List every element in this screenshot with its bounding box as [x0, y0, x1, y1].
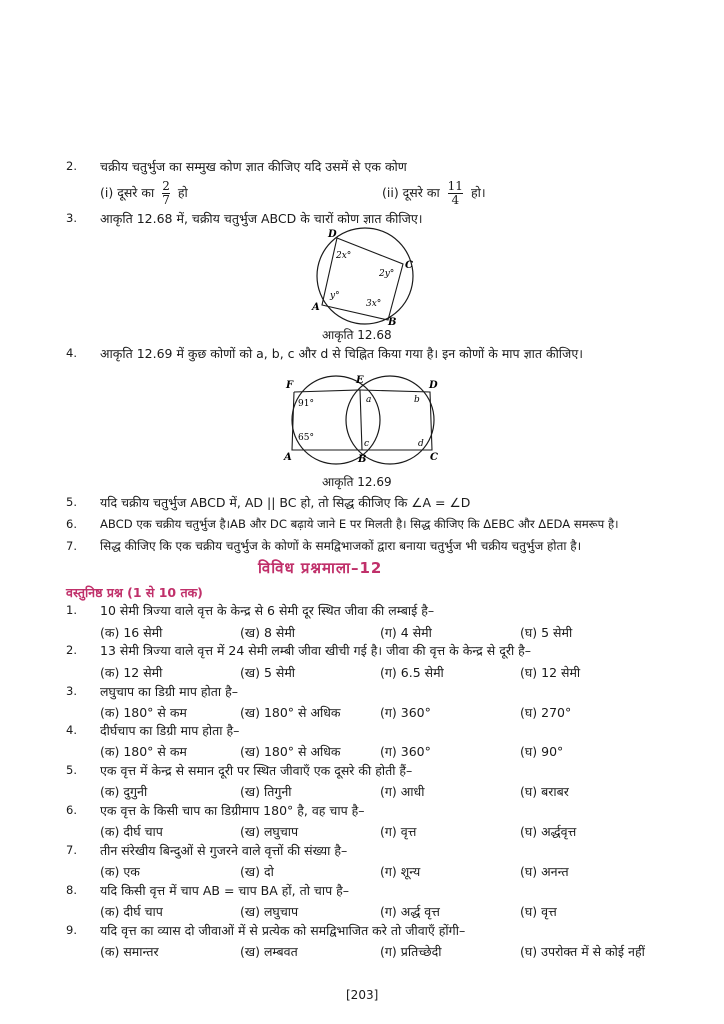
- circle: [317, 228, 413, 324]
- option-ga: (ग) 360°: [380, 705, 431, 720]
- option-ga: (ग) 360°: [380, 744, 431, 759]
- fraction: [448, 180, 463, 207]
- question-number: 2.: [66, 159, 77, 173]
- question-text: आकृति 12.69 में कुछ कोणों को a, b, c और d से चिह्नित किया गया है। इन कोणों के माप ज्ञात कीजिए।: [100, 346, 583, 361]
- option-ka: (क) दुगुनी: [100, 784, 148, 799]
- option-ga: (ग) आधी: [380, 784, 425, 799]
- figure-caption-12-69: आकृति 12.69: [322, 475, 392, 489]
- option-kha: (ख) लघुचाप: [240, 824, 299, 839]
- option-gha: (घ) 90°: [520, 744, 564, 759]
- option-gha: (घ) अर्द्धवृत्त: [520, 824, 577, 839]
- question-number: 6.: [66, 517, 77, 531]
- question-number: 3.: [66, 211, 77, 225]
- option-kha: (ख) 5 सेमी: [240, 665, 296, 680]
- figure-12-68: [300, 226, 430, 326]
- numerator: 2: [162, 179, 170, 193]
- angle-label-2y: 2y°: [379, 269, 395, 279]
- question-text: यदि चक्रीय चतुर्भुज ABCD में, AD || BC हो, तो सिद्ध कीजिए कि ∠A = ∠D: [100, 495, 471, 510]
- question-number: 7.: [66, 843, 77, 857]
- option-ka: (क) दीर्घ चाप: [100, 904, 163, 919]
- option-kha: (ख) 180° से अधिक: [240, 744, 341, 759]
- fraction: [162, 180, 170, 207]
- question-number: 5.: [66, 763, 77, 777]
- denominator: 4: [451, 193, 460, 207]
- question-text: एक वृत्त के किसी चाप का डिग्रीमाप 180° है, वह चाप है–: [100, 803, 365, 818]
- angle-label-b: b: [414, 395, 420, 405]
- question-number: 3.: [66, 684, 77, 698]
- vertex-label-c: C: [405, 260, 413, 271]
- question-text: लघुचाप का डिग्री माप होता है–: [100, 684, 238, 699]
- option-gha: (घ) 270°: [520, 705, 572, 720]
- option-kha: (ख) 8 सेमी: [240, 625, 296, 640]
- vertex-label-a: A: [312, 302, 320, 313]
- angle-label-y: y°: [330, 291, 340, 301]
- option-ka: (क) 180° से कम: [100, 705, 187, 720]
- option-ka: (क) समान्तर: [100, 944, 159, 959]
- page-number: [203]: [346, 988, 379, 1002]
- angle-label-d: d: [418, 439, 424, 449]
- option-ka: (क) दीर्घ चाप: [100, 824, 163, 839]
- option-suffix: हो: [177, 185, 188, 200]
- quadrilateral-abcd: [322, 238, 403, 320]
- figure-12-69: [278, 374, 450, 466]
- option-gha: (घ) 12 सेमी: [520, 665, 581, 680]
- question-number: 5.: [66, 495, 77, 509]
- question-number: 7.: [66, 539, 77, 553]
- option-gha: (घ) 5 सेमी: [520, 625, 573, 640]
- figure-caption-12-68: आकृति 12.68: [322, 328, 392, 342]
- option-kha: (ख) 180° से अधिक: [240, 705, 341, 720]
- question-text: तीन संरेखीय बिन्दुओं से गुजरने वाले वृत्तों की संख्या है–: [100, 843, 348, 858]
- angle-label-91: 91°: [298, 399, 314, 409]
- point-label-b: B: [358, 454, 367, 465]
- question-number: 6.: [66, 803, 77, 817]
- option-suffix: हो।: [470, 185, 486, 200]
- vertex-label-d: D: [328, 229, 337, 240]
- question-text: चक्रीय चतुर्भुज का सम्मुख कोण ज्ञात कीजिए यदि उसमें से एक कोण: [100, 159, 407, 174]
- question-number: 2.: [66, 643, 77, 657]
- angle-label-65: 65°: [298, 433, 314, 443]
- option-gha: (घ) अनन्त: [520, 864, 569, 879]
- option-ga: (ग) 4 सेमी: [380, 625, 432, 640]
- question-number: 8.: [66, 883, 77, 897]
- question-text: दीर्घचाप का डिग्री माप होता है–: [100, 723, 240, 738]
- point-label-f: F: [286, 380, 294, 391]
- angle-label-c: c: [364, 439, 370, 449]
- option-ka: (क) एक: [100, 864, 140, 879]
- question-2-option-i: [100, 180, 188, 207]
- point-label-c: C: [430, 452, 438, 463]
- angle-label-2x: 2x°: [336, 251, 352, 261]
- numerator: 11: [447, 179, 463, 193]
- section-title: विविध प्रश्नमाला–12: [258, 559, 383, 577]
- right-circle: [346, 376, 434, 464]
- point-label-a: A: [284, 452, 292, 463]
- option-gha: (घ) उपरोक्त में से कोई नहीं: [520, 944, 645, 959]
- option-ka: (क) 180° से कम: [100, 744, 187, 759]
- option-ka: (क) 12 सेमी: [100, 665, 163, 680]
- option-ga: (ग) वृत्त: [380, 824, 417, 839]
- option-prefix: (ii) दूसरे का: [382, 185, 440, 200]
- left-circle: [292, 376, 380, 464]
- point-label-d: D: [429, 380, 438, 391]
- option-gha: (घ) वृत्त: [520, 904, 557, 919]
- point-label-e: E: [356, 375, 364, 386]
- question-number: 1.: [66, 603, 77, 617]
- question-text: यदि वृत्त का व्यास दो जीवाओं में से प्रत्येक को समद्विभाजित करे तो जीवाएँ होंगी–: [100, 923, 466, 938]
- option-kha: (ख) दो: [240, 864, 274, 879]
- question-number: 9.: [66, 923, 77, 937]
- angle-label-3x: 3x°: [366, 299, 382, 309]
- question-text: सिद्ध कीजिए कि एक चक्रीय चतुर्भुज के कोणों के समद्विभाजकों द्वारा बनाया चतुर्भुज भी चक्रीय चतुर्भुज होता है।: [100, 539, 582, 553]
- question-text: ABCD एक चक्रीय चतुर्भुज है।AB और DC बढ़ाये जाने E पर मिलती है। सिद्ध कीजिए कि ΔEBC और ΔEDA समरूप है।: [100, 517, 619, 531]
- denominator: 7: [162, 193, 170, 207]
- question-text: आकृति 12.68 में, चक्रीय चतुर्भुज ABCD के चारों कोण ज्ञात कीजिए।: [100, 211, 423, 226]
- vertex-label-b: B: [388, 317, 397, 326]
- question-text: 10 सेमी त्रिज्या वाले वृत्त के केन्द्र से 6 सेमी दूर स्थित जीवा की लम्बाई है–: [100, 603, 435, 618]
- option-ga: (ग) प्रतिच्छेदी: [380, 944, 442, 959]
- option-prefix: (i) दूसरे का: [100, 185, 155, 200]
- option-kha: (ख) लघुचाप: [240, 904, 299, 919]
- option-gha: (घ) बराबर: [520, 784, 569, 799]
- option-ga: (ग) 6.5 सेमी: [380, 665, 444, 680]
- question-number: 4.: [66, 723, 77, 737]
- question-text: 13 सेमी त्रिज्या वाले वृत्त में 24 सेमी लम्बी जीवा खीची गई है। जीवा की वृत्त के केन्द्र से दूरी है–: [100, 643, 532, 658]
- question-2-option-ii: [382, 180, 486, 207]
- option-ga: (ग) अर्द्ध वृत्त: [380, 904, 440, 919]
- question-text: एक वृत्त में केन्द्र से समान दूरी पर स्थित जीवाएँ एक दूसरे की होती हैं–: [100, 763, 413, 778]
- question-number: 4.: [66, 346, 77, 360]
- option-ka: (क) 16 सेमी: [100, 625, 163, 640]
- option-ga: (ग) शून्य: [380, 864, 421, 879]
- angle-label-a: a: [366, 395, 372, 405]
- option-kha: (ख) तिगुनी: [240, 784, 292, 799]
- option-kha: (ख) लम्बवत: [240, 944, 298, 959]
- section-subheading: वस्तुनिष्ठ प्रश्न (1 से 10 तक): [66, 585, 203, 600]
- question-text: यदि किसी वृत्त में चाप AB = चाप BA हों, तो चाप है–: [100, 883, 350, 898]
